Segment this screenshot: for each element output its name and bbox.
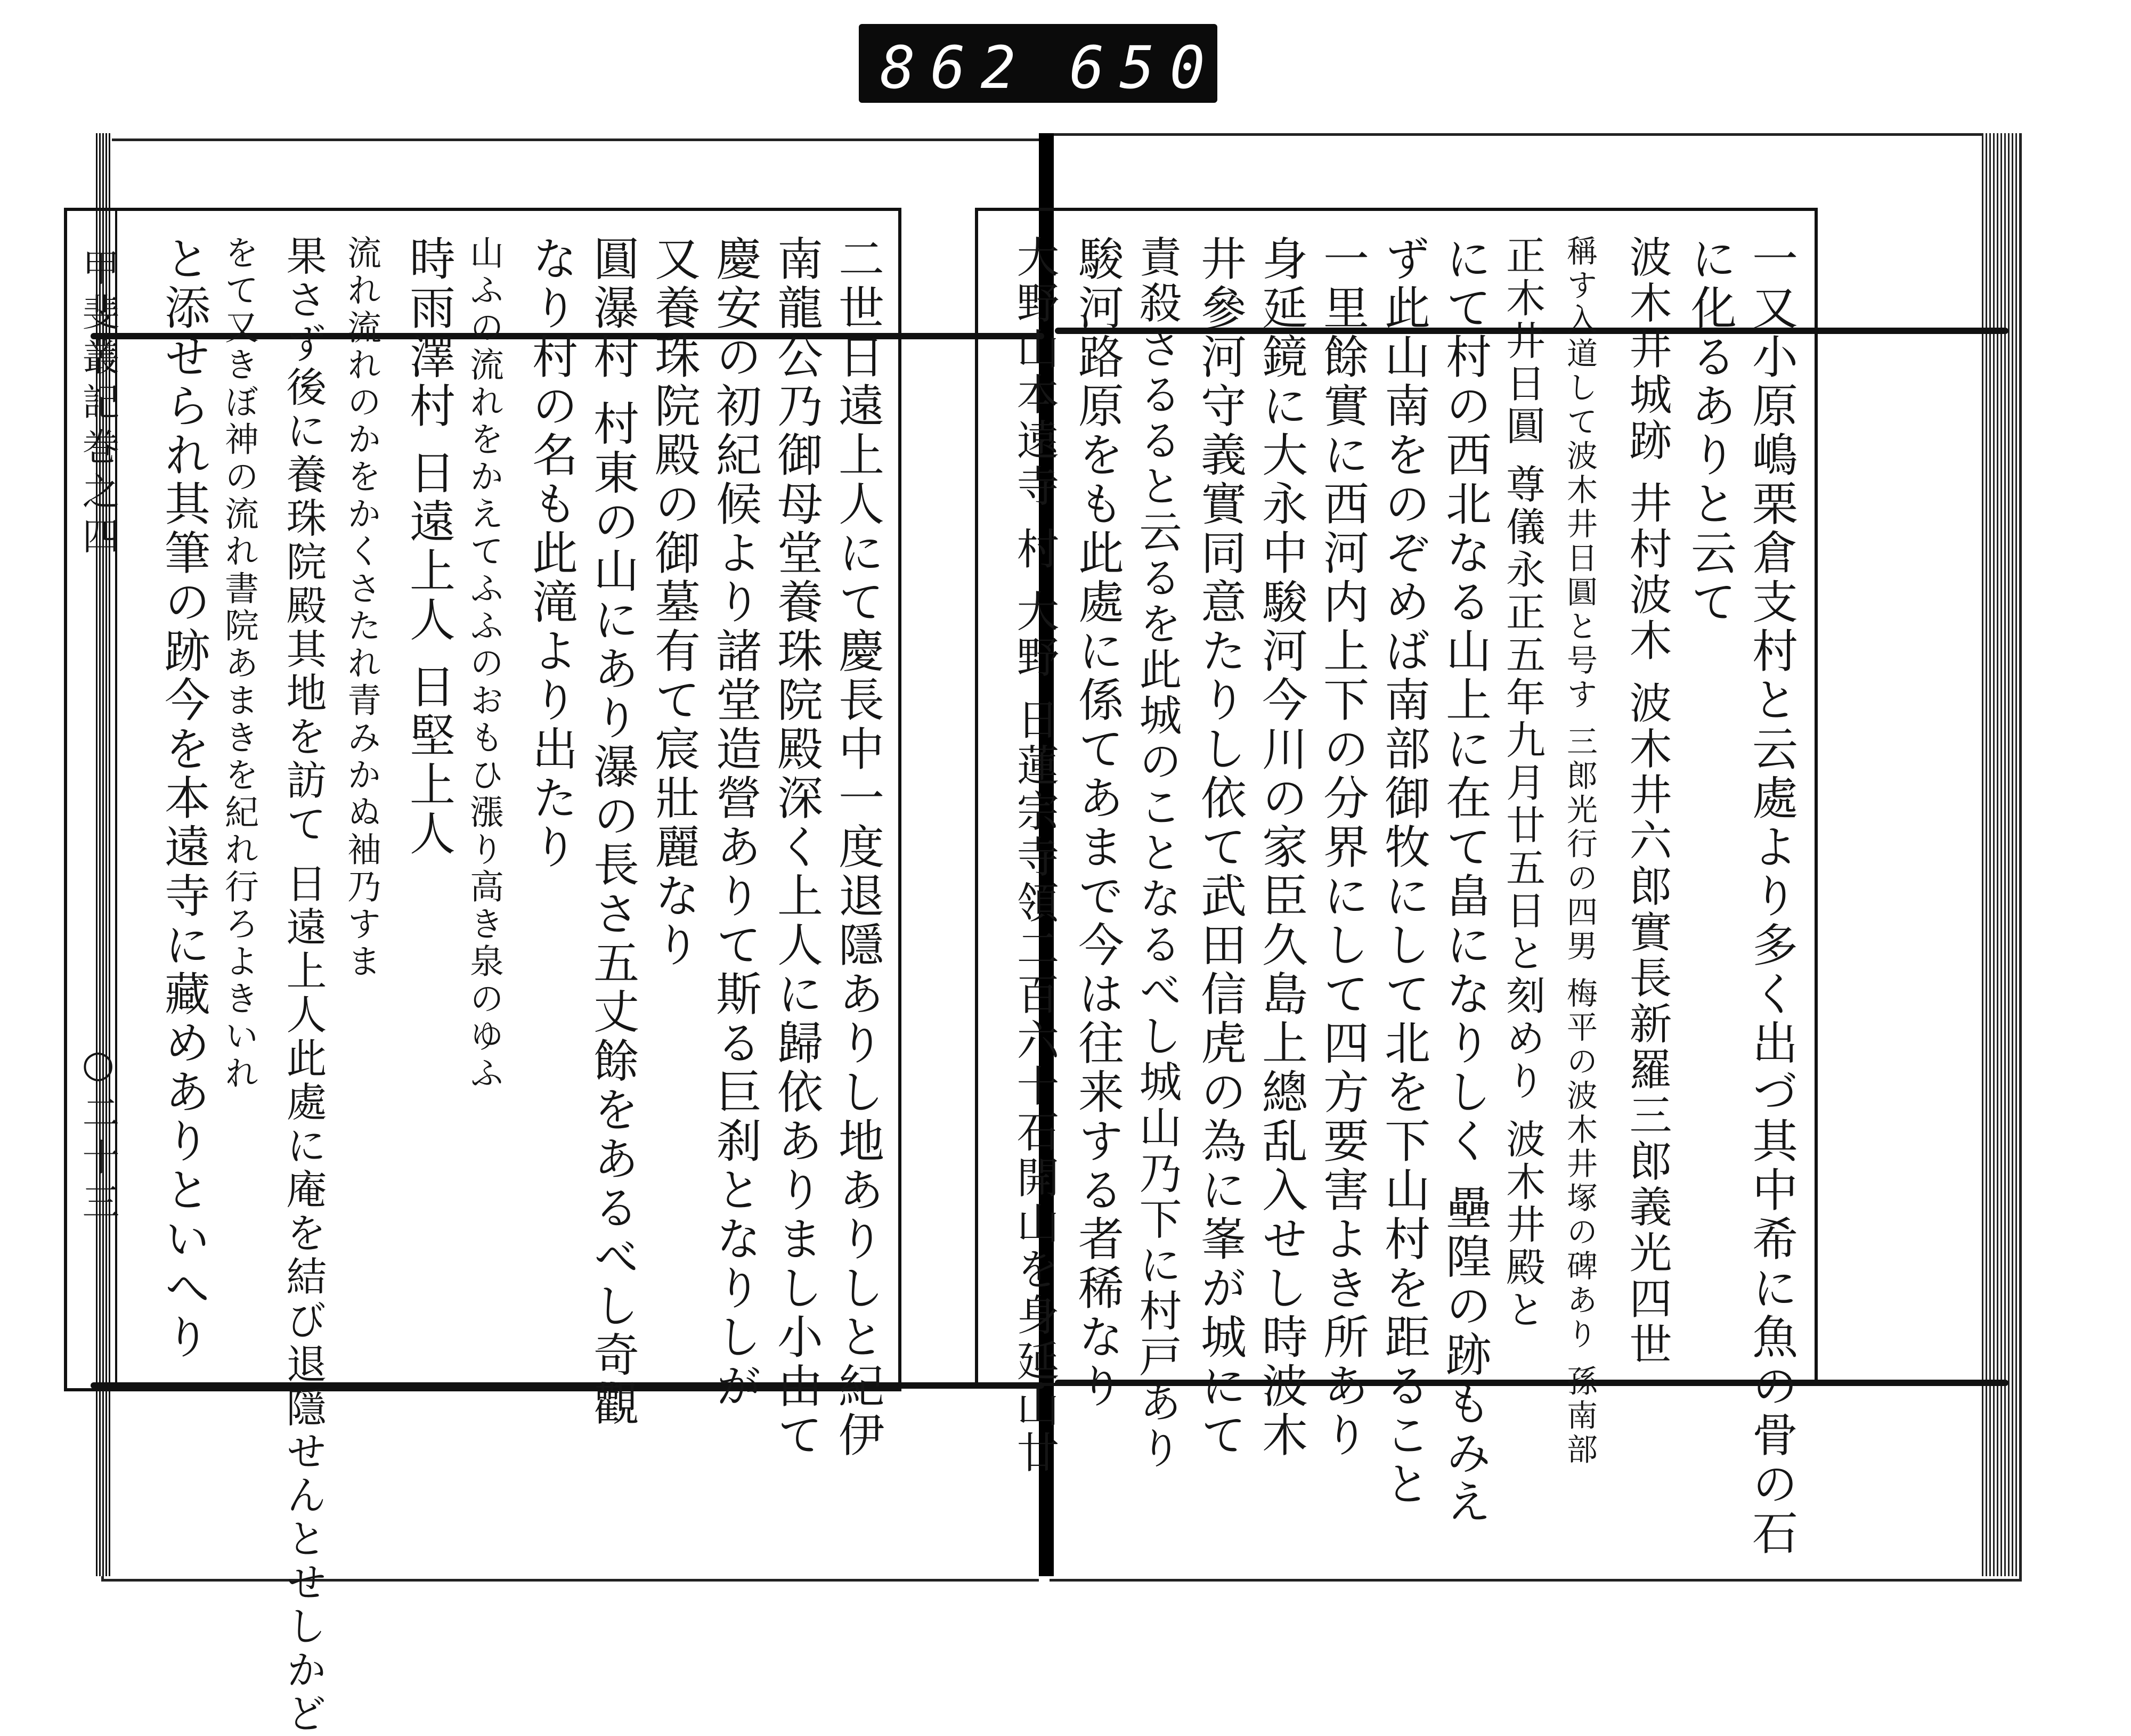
text-column: 圓瀑村 村東の山にあり瀑の長さ五丈餘をあるべし奇觀 — [585, 235, 639, 1429]
text-column: 一又小原嶋栗倉支村と云處より多く出づ其中希に魚の骨の石 — [1744, 235, 1797, 1558]
text-column: ず此山南をのぞめば南部御牧にして北を下山村を距ること — [1377, 235, 1430, 1509]
text-column: 南龍公乃御母堂養珠院殿深く上人に歸依ありまし小由て — [769, 235, 823, 1460]
text-column: 果さず後に養珠院殿其地を訪て 日遠上人此處に庵を結び退隱せんとせしかど — [280, 235, 327, 1736]
text-column: 正木井日圓 尊儀永正五年九月廿五日と刻めり 波木井殿と — [1500, 235, 1546, 1332]
text-column: 波木井城跡 井村波木 波木井六郎實長新羅三郎義光四世 — [1622, 235, 1672, 1368]
call-number-left: 862 — [880, 34, 1031, 102]
text-column: 時雨澤村 日遠上人 日堅上人 — [402, 235, 455, 859]
text-column: に化るありと云て — [1683, 235, 1736, 627]
text-column: 井參河守義實同意たりし依て武田信虎の為に峯が城にて — [1193, 235, 1246, 1460]
text-column: をて又きぼ神の流れ書院あまきを紀れ行ろよきいれ — [219, 235, 258, 1093]
text-column: なり村の名も此滝より出たり — [524, 235, 578, 872]
text-column: 大野山本遠寺 村 大野 日蓮宗寺領二百六十石開山を身延山廿 — [1010, 235, 1059, 1477]
text-column: 駿河路原をも此處に係てあまで今は往来する者稀なり — [1070, 235, 1124, 1411]
text-column: 流れ流れのかをかくさたれ青みかぬ袖乃すま — [341, 235, 381, 981]
call-number-right: 650. — [1069, 34, 1270, 102]
text-column: 一里餘實に西河内上下の分界にして四方要害よき所あり — [1315, 235, 1369, 1460]
text-column: 又養珠院殿の御墓有て宸壯麗なり — [647, 235, 700, 970]
text-column: にて村の西北なる山上に在て畠になりしく 壘隍の跡もみえ — [1438, 235, 1491, 1527]
page-number: ○二十三 — [76, 1042, 120, 1227]
left-text-frame — [64, 208, 901, 1736]
text-column: 慶安の初紀候より諸堂造營ありて斯る巨刹となりしが — [708, 235, 761, 1411]
text-column: と添せられ其筆の跡今を本遠寺に藏めありといへり — [157, 235, 210, 1362]
text-column: 稱す入道して波木井日圓と号す 三郎光行の四男 梅平の波木井塚の碑あり 孫南部 — [1561, 235, 1598, 1468]
book-title-margin: 甲斐叢記巻之四 — [76, 248, 120, 561]
right-text-frame — [975, 208, 1818, 1558]
text-column: 責殺さるると云るを此城のことなるべし城山乃下に村戸あり — [1132, 235, 1182, 1472]
text-column: 身延鏡に大永中駿河今川の家臣久島上總乱入せし時波木 — [1254, 235, 1307, 1460]
right-page-edges — [1982, 133, 2019, 1576]
call-number-label — [859, 24, 1270, 103]
text-column: 二世日遠上人にて慶長中一度退隱ありし地ありしと紀伊 — [831, 235, 884, 1460]
text-column: 山ふの流れをかえてふふのおもひ漲り高き泉のゆふ — [464, 235, 503, 1093]
